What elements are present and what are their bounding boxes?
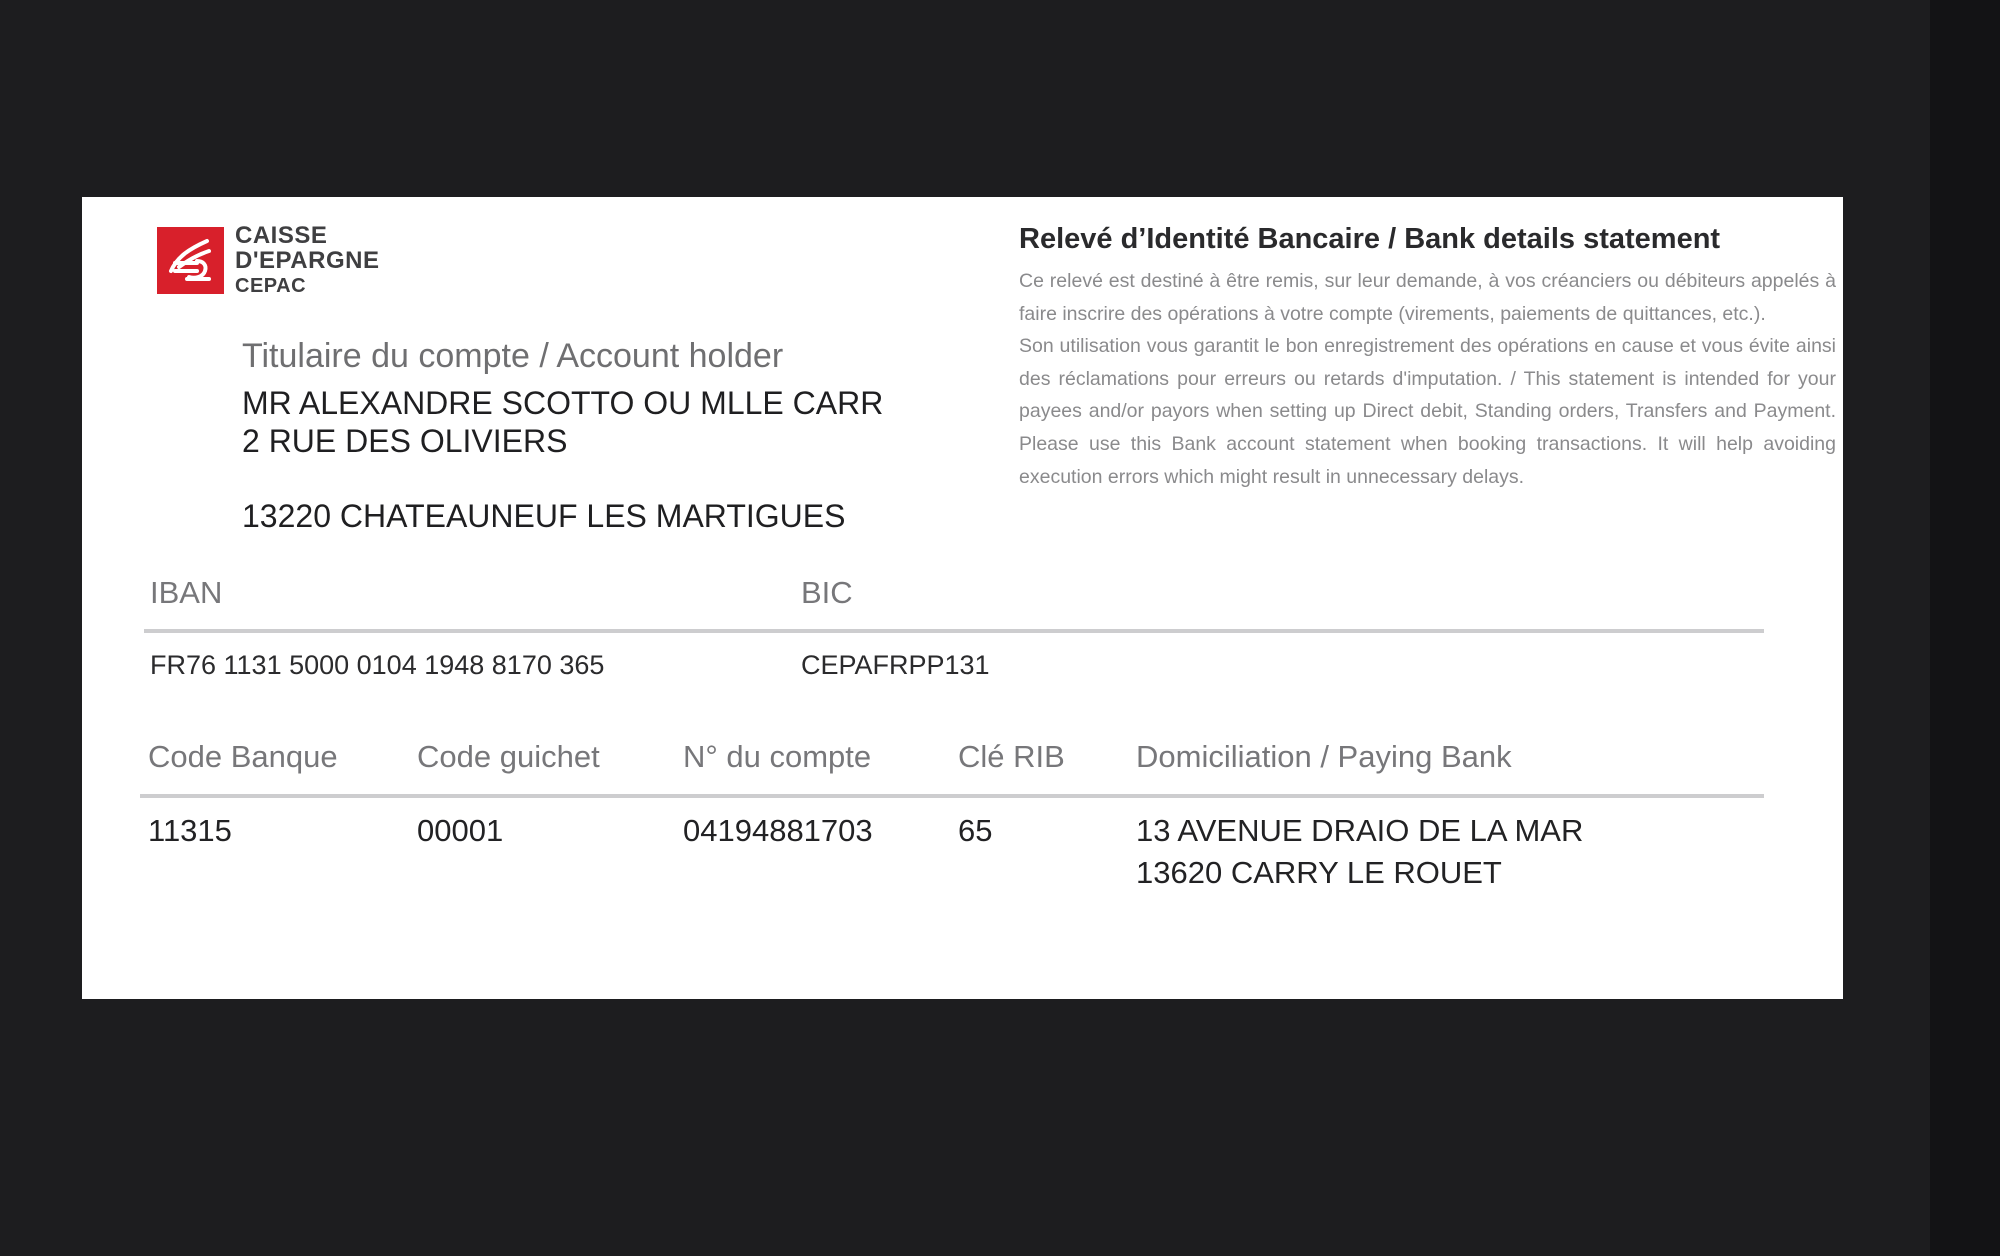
account-holder-street: 2 RUE DES OLIVIERS	[242, 423, 568, 459]
account-number-label: N° du compte	[683, 739, 872, 774]
account-holder-label: Titulaire du compte / Account holder	[242, 337, 784, 375]
branch-code-label: Code guichet	[417, 739, 600, 774]
rib-key-label: Clé RIB	[958, 739, 1065, 774]
rib-divider	[140, 794, 1764, 798]
iban-value: FR76 1131 5000 0104 1948 8170 365	[150, 650, 605, 680]
domiciliation-line2: 13620 CARRY LE ROUET	[1136, 855, 1502, 890]
domiciliation-line1: 13 AVENUE DRAIO DE LA MAR	[1136, 813, 1584, 848]
iban-divider	[144, 629, 1764, 633]
bic-value: CEPAFRPP131	[801, 650, 990, 680]
iban-label: IBAN	[150, 575, 223, 610]
background-edge-strip	[1930, 0, 2000, 1256]
branch-code-value: 00001	[417, 813, 504, 848]
logo-wordmark	[235, 224, 379, 296]
account-number-value: 04194881703	[683, 813, 873, 848]
account-holder-city: 13220 CHATEAUNEUF LES MARTIGUES	[242, 498, 846, 534]
domiciliation-label: Domiciliation / Paying Bank	[1136, 739, 1512, 774]
rib-key-value: 65	[958, 813, 993, 848]
statement-title: Relevé d’Identité Bancaire / Bank details statement	[1019, 223, 1721, 255]
logo-line1: CAISSE	[235, 222, 328, 249]
bank-code-label: Code Banque	[148, 739, 338, 774]
rib-document	[82, 197, 1843, 999]
squirrel-logo-icon	[157, 227, 224, 294]
logo-line3: CEPAC	[235, 275, 307, 297]
bank-code-value: 11315	[148, 813, 232, 848]
account-holder-name: MR ALEXANDRE SCOTTO OU MLLE CARR	[242, 385, 884, 421]
statement-paragraph-1: Ce relevé est destiné à être remis, sur leur demande, à vos créanciers ou débiteurs appelés à faire inscrire des opérations à votre compte (virements, paiements de quittances, etc.).	[1019, 270, 1836, 325]
statement-paragraph-2: Son utilisation vous garantit le bon enregistrement des opérations en cause et vous évite ainsi des réclamations pour erreurs ou retards d'imputation. / This statement is intended for your payees and/or payors when setting up Direct debit, Standing orders, Transfers and Payment. Please use this Bank account statement when booking transactions. It will help avoiding execution errors which might result in unnecessary delays.	[1019, 335, 1836, 488]
bic-label: BIC	[801, 575, 853, 610]
statement-body	[1019, 265, 1836, 493]
logo-line2: D'EPARGNE	[235, 247, 380, 274]
